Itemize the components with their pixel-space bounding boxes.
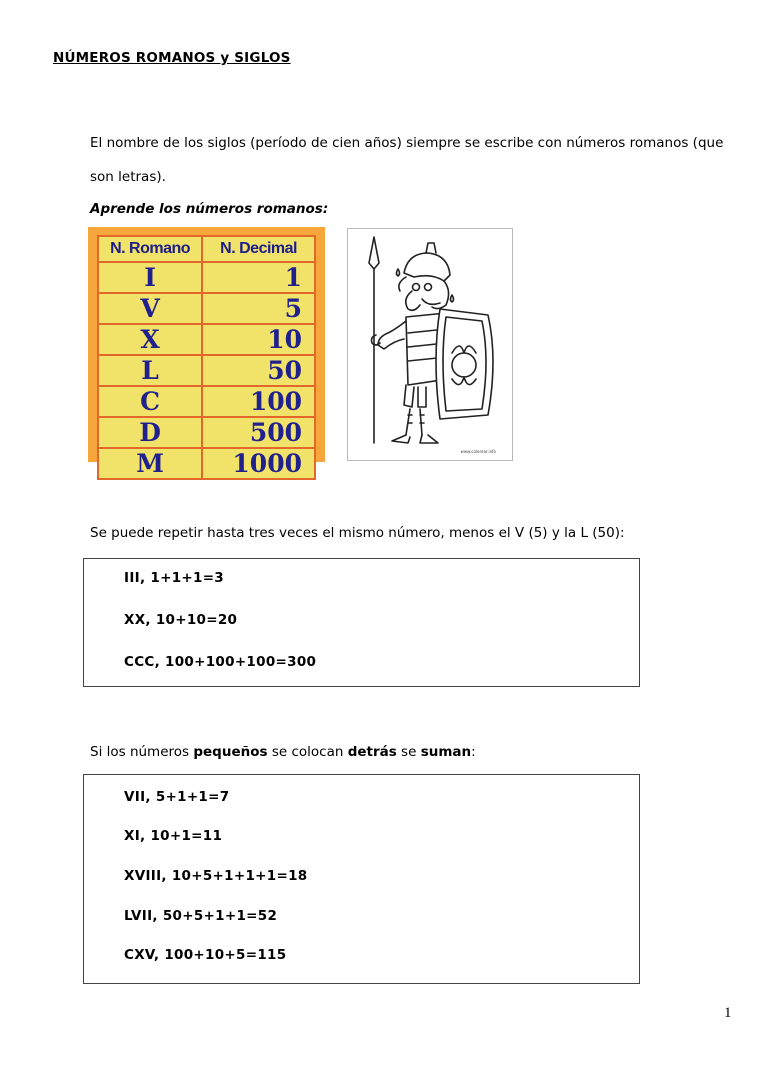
add-rule-bold: detrás	[347, 744, 397, 760]
example-line: VII, 5+1+1=7	[124, 789, 230, 805]
add-rule-text: Si los números	[90, 744, 194, 760]
add-rule-bold: pequeños	[193, 744, 268, 760]
add-rule-text: se	[396, 744, 421, 760]
header-decimal: N. Decimal	[202, 236, 315, 262]
intro-paragraph: El nombre de los siglos (período de cien años) siempre se escribe con números romanos (que son letras).	[90, 135, 724, 185]
illustration-credit: www.colorear.info	[460, 449, 496, 454]
roman-cell: M	[98, 448, 202, 479]
decimal-cell: 1000	[202, 448, 315, 479]
decimal-cell: 50	[202, 355, 315, 386]
example-line: CXV, 100+10+5=115	[124, 947, 287, 963]
roman-cell: D	[98, 417, 202, 448]
learn-heading: Aprende los números romanos:	[90, 201, 329, 217]
page-number: 1	[724, 1005, 732, 1021]
roman-numeral-table	[88, 227, 325, 478]
decimal-cell: 100	[202, 386, 315, 417]
table-row	[98, 262, 315, 293]
decimal-cell: 1	[202, 262, 315, 293]
example-line: CCC, 100+100+100=300	[124, 654, 317, 670]
decimal-cell: 10	[202, 324, 315, 355]
example-line: LVII, 50+5+1+1=52	[124, 908, 278, 924]
decimal-cell: 500	[202, 417, 315, 448]
roman-cell: C	[98, 386, 202, 417]
table-row	[98, 448, 315, 479]
table-row	[98, 417, 315, 448]
roman-cell: V	[98, 293, 202, 324]
example-line: III, 1+1+1=3	[124, 570, 225, 586]
header-roman: N. Romano	[98, 236, 202, 262]
add-rule-text: :	[471, 744, 476, 760]
table-row	[98, 386, 315, 417]
repeat-examples-box	[83, 558, 640, 687]
decimal-cell: 5	[202, 293, 315, 324]
example-line: XX, 10+10=20	[124, 612, 238, 628]
roman-soldier-illustration	[347, 228, 513, 461]
repeat-rule: Se puede repetir hasta tres veces el mismo número, menos el V (5) y la L (50):	[90, 525, 625, 541]
example-line: XI, 10+1=11	[124, 828, 223, 844]
page-title: NÚMEROS ROMANOS y SIGLOS	[53, 50, 291, 66]
roman-cell: X	[98, 324, 202, 355]
roman-cell: L	[98, 355, 202, 386]
example-line: XVIII, 10+5+1+1+1=18	[124, 868, 308, 884]
roman-cell: I	[98, 262, 202, 293]
table-row	[98, 293, 315, 324]
table-row	[98, 355, 315, 386]
add-rule-text: se colocan	[267, 744, 348, 760]
add-rule-bold: suman	[420, 744, 472, 760]
add-rule	[90, 744, 476, 760]
add-examples-box	[83, 774, 640, 984]
table-row	[98, 324, 315, 355]
roman-soldier-icon	[348, 229, 512, 460]
